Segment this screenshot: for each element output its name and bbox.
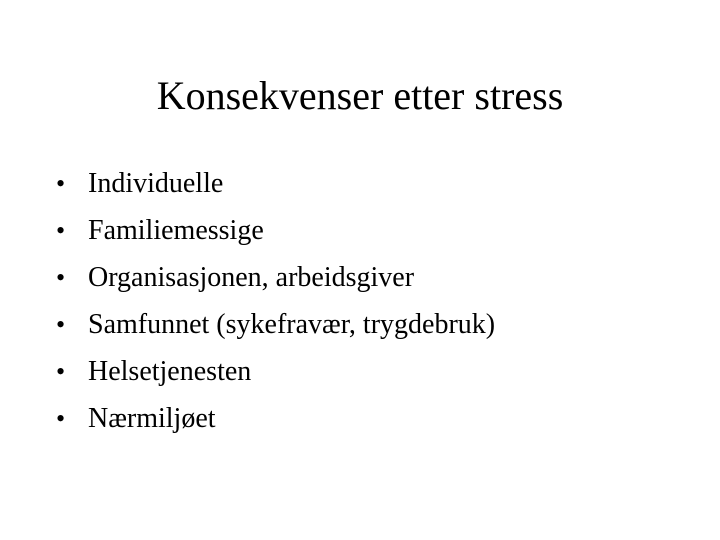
list-item xyxy=(56,301,495,348)
list-item xyxy=(56,160,495,207)
list-item xyxy=(56,348,495,395)
bullet-text: Organisasjonen, arbeidsgiver xyxy=(88,262,415,293)
bullet-icon: • xyxy=(56,263,66,292)
bullet-icon: • xyxy=(56,357,66,386)
bullet-text: Nærmiljøet xyxy=(88,403,216,434)
bullet-text: Individuelle xyxy=(88,168,224,199)
slide-title: Konsekvenser etter stress xyxy=(156,73,564,118)
bullet-text: Helsetjenesten xyxy=(88,356,252,387)
list-item xyxy=(56,254,495,301)
bullet-list xyxy=(56,160,495,442)
list-item xyxy=(56,395,495,442)
bullet-text: Familiemessige xyxy=(88,215,264,246)
bullet-icon: • xyxy=(56,216,66,245)
bullet-icon: • xyxy=(56,169,66,198)
list-item xyxy=(56,207,495,254)
bullet-text: Samfunnet (sykefravær, trygdebruk) xyxy=(88,309,496,340)
bullet-icon: • xyxy=(56,310,66,339)
bullet-icon: • xyxy=(56,404,66,433)
